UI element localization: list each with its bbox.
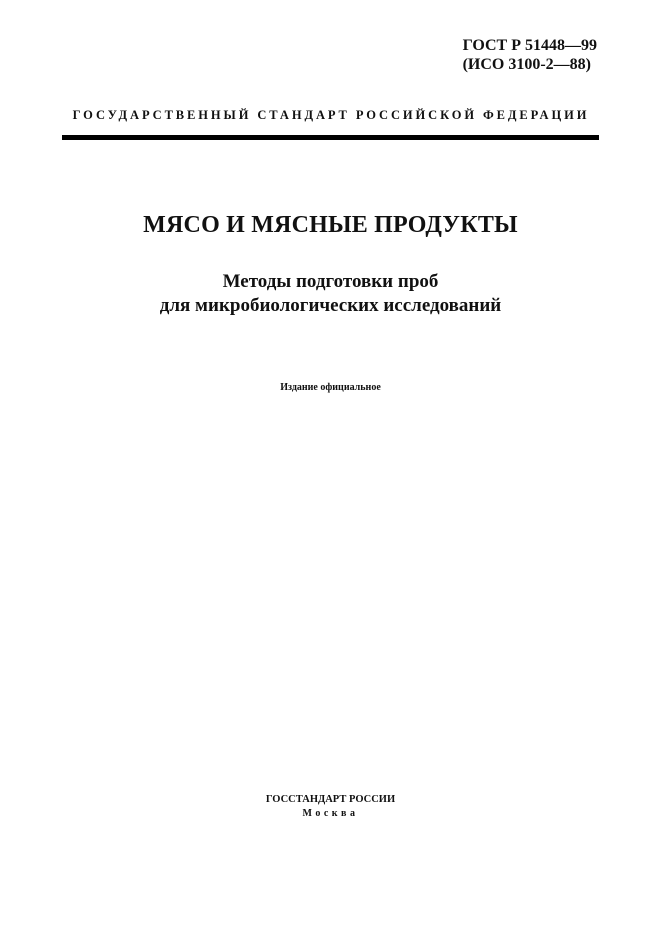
edition-note: Издание официальное <box>280 382 381 393</box>
subtitle-line-2: для микробиологических исследований <box>159 295 502 316</box>
publisher-city: Москва <box>302 808 359 819</box>
iso-reference: (ИСО 3100-2—88) <box>462 56 592 73</box>
document-subtitle <box>0 270 661 318</box>
publisher-block <box>0 793 661 821</box>
standard-number: ГОСТ Р 51448—99 <box>462 37 597 54</box>
subtitle-line-1: Методы подготовки проб <box>222 271 439 292</box>
publisher-name: ГОССТАНДАРТ РОССИИ <box>265 794 396 805</box>
state-standard-header: ГОСУДАРСТВЕННЫЙ СТАНДАРТ РОССИЙСКОЙ ФЕДЕРАЦИИ <box>72 108 590 122</box>
header-divider <box>62 135 599 140</box>
standard-designation <box>463 36 597 74</box>
document-title: МЯСО И МЯСНЫЕ ПРОДУКТЫ <box>143 212 518 238</box>
